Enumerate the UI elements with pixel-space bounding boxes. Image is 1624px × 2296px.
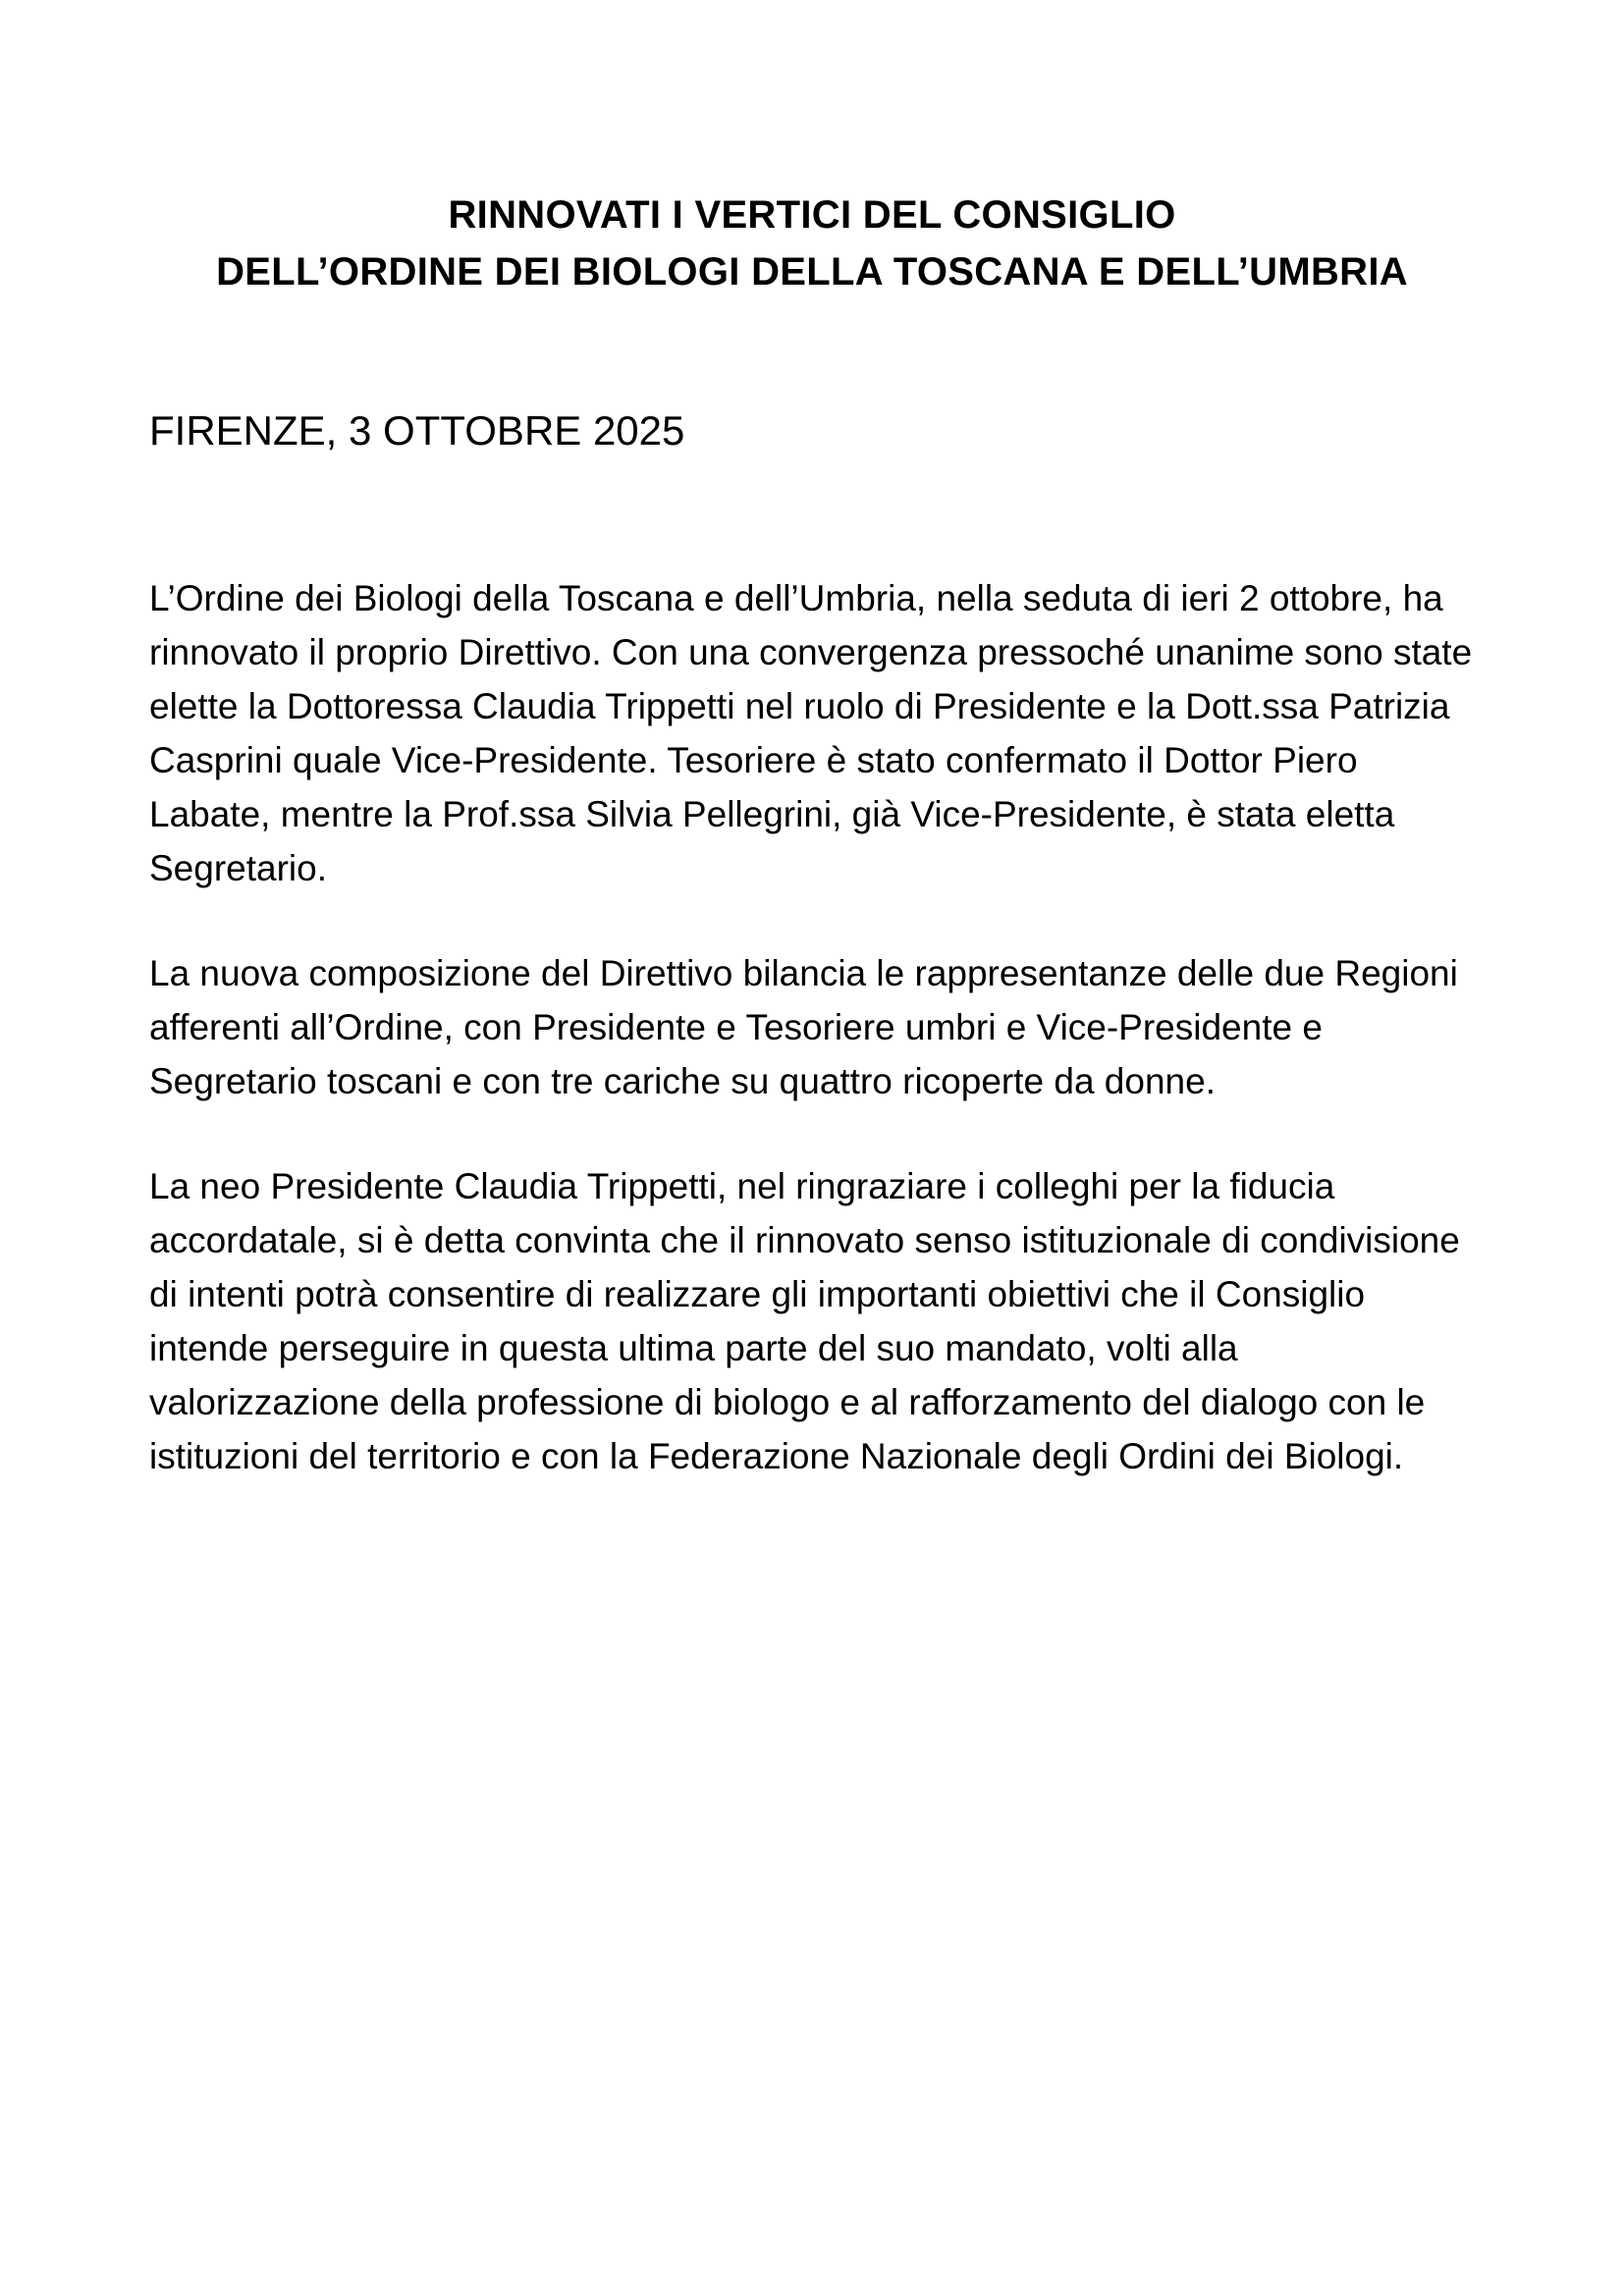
dateline: FIRENZE, 3 OTTOBRE 2025 — [149, 407, 685, 454]
paragraph-election-results: L’Ordine dei Biologi della Toscana e dell’Umbria, nella seduta di ieri 2 ottobre, ha rinnovato il proprio Direttivo. Con una convergenza pressoché unanime sono state elette la Dottoressa Claudia Trippetti nel ruolo di Presidente e la Dott.ssa Patrizia Casprini quale Vice-Presidente. Tesoriere è stato confermato il Dottor Piero Labate, mentre la Prof.ssa Silvia Pellegrini, già Vice-Presidente, è stata eletta Segretario. — [149, 578, 1473, 888]
paragraph-board-composition: La nuova composizione del Direttivo bilancia le rappresentanze delle due Regioni afferenti all’Ordine, con Presidente e Tesoriere umbri e Vice-Presidente e Segretario toscani e con tre cariche su quattro ricoperte da donne. — [149, 953, 1458, 1101]
paragraph-president-statement: La neo Presidente Claudia Trippetti, nel ringraziare i colleghi per la fiducia accordatale, si è detta convinta che il rinnovato senso istituzionale di condivisione di intenti potrà consentire di realizzare gli importanti obiettivi che il Consiglio intende perseguire in questa ultima parte del suo mandato, volti alla valorizzazione della professione di biologo e al rafforzamento del dialogo con le istituzioni del territorio e con la Federazione Nazionale degli Ordini dei Biologi. — [149, 1166, 1460, 1476]
document-title-line-1: RINNOVATI I VERTICI DEL CONSIGLIO — [448, 193, 1176, 237]
document-title — [149, 187, 1475, 300]
document-title-line-2: DELL’ORDINE DEI BIOLOGI DELLA TOSCANA E DELL’UMBRIA — [216, 250, 1408, 294]
